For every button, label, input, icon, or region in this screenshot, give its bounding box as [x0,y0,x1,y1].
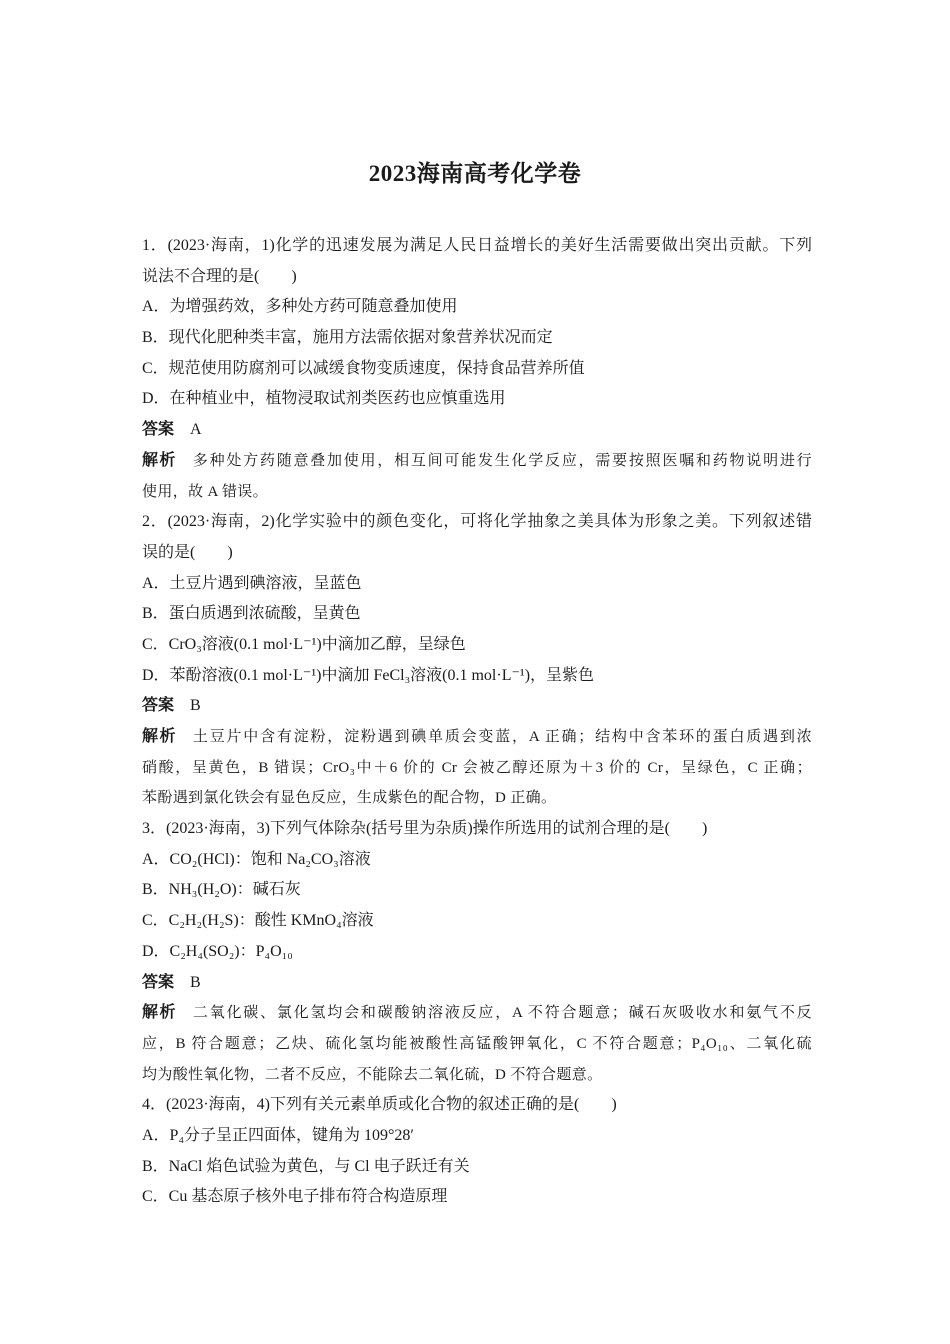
option-a: A．土豆片遇到碘溶液，呈蓝色 [142,574,362,592]
analysis-line: 使用，故 A 错误。 [142,483,269,500]
question-1 [142,231,812,507]
option-c: C．C₂H₂(H₂S)：酸性 KMnO₄溶液 [142,912,374,930]
analysis-label: 解析 [142,1004,177,1022]
answer-label: 答案 [142,697,175,715]
option-d: D．C₂H₄(SO₂)：P₄O₁₀ [142,942,293,960]
option-d: D．在种植业中，植物浸取试剂类医药也应慎重选用 [142,390,506,408]
answer-value: B [190,697,201,715]
analysis-label: 解析 [142,728,177,745]
option-a: A．为增强药效，多种处方药可随意叠加使用 [142,298,458,316]
analysis-line: 硝酸，呈黄色，B 错误；CrO₃中＋6 价的 Cr 会被乙醇还原为＋3 价的 Cr，呈绿色，C 正确； [142,759,812,776]
analysis-line: 苯酚遇到氯化铁会有显色反应，生成紫色的配合物，D 正确。 [142,790,557,807]
option-c: C．规范使用防腐剂可以减缓食物变质速度，保持食品营养所值 [142,359,585,377]
analysis-line [142,446,812,477]
page-title: 2023海南高考化学卷 [368,161,582,186]
question-list [142,231,812,1213]
answer-value: B [190,973,201,991]
analysis-line: 应，B 符合题意；乙炔、硫化氢均能被酸性高锰酸钾氧化，C 不符合题意；P₄O₁₀、二氧化硫 [142,1035,812,1052]
option-c: C．CrO₃溶液(0.1 mol·L⁻¹)中滴加乙醇，呈绿色 [142,635,466,653]
option-b: B．蛋白质遇到浓硫酸，呈黄色 [142,605,361,623]
answer-label: 答案 [142,421,175,439]
option-a: A．CO₂(HCl)：饱和 Na₂CO₃溶液 [142,850,371,868]
option-a: A．P₄分子呈正四面体，键角为 109°28′ [142,1126,414,1144]
answer-row [142,968,812,999]
analysis-label: 解析 [142,451,177,469]
answer-label: 答案 [142,973,175,991]
question-4 [142,1090,812,1213]
question-stem: 2．(2023·海南，2)化学实验中的颜色变化，可将化学抽象之美具体为形象之美。下列叙述错 [142,513,812,531]
option-d: D．苯酚溶液(0.1 mol·L⁻¹)中滴加 FeCl₃溶液(0.1 mol·L⁻¹)，呈紫色 [142,666,595,684]
question-3 [142,814,812,1090]
analysis-line [142,722,812,753]
answer-row [142,415,812,446]
answer-value: A [190,421,202,439]
analysis-text: 土豆片中含有淀粉，淀粉遇到碘单质会变蓝，A 正确；结构中含苯环的蛋白质遇到浓 [192,729,812,745]
option-c: C．Cu 基态原子核外电子排布符合构造原理 [142,1188,448,1206]
option-b: B．NH₃(H₂O)：碱石灰 [142,881,301,899]
question-stem-continued: 说法不合理的是( ) [142,267,297,285]
analysis-text: 二氧化碳、氯化氢均会和碳酸钠溶液反应，A 不符合题意；碱石灰吸收水和氨气不反 [192,1005,812,1022]
analysis-line: 均为酸性氧化物，二者不反应，不能除去二氧化硫，D 不符合题意。 [142,1066,603,1083]
question-2 [142,507,812,814]
answer-row [142,691,812,722]
question-stem: 3．(2023·海南，3)下列气体除杂(括号里为杂质)操作所选用的试剂合理的是( ) [142,820,708,838]
analysis-text: 多种处方药随意叠加使用，相互间可能发生化学反应，需要按照医嘱和药物说明进行 [192,452,812,469]
option-b: B．现代化肥种类丰富，施用方法需依据对象营养状况而定 [142,329,553,347]
question-stem-continued: 误的是( ) [142,543,233,561]
question-stem: 1．(2023·海南，1)化学的迅速发展为满足人民日益增长的美好生活需要做出突出贡献。下列 [142,237,812,254]
analysis-line [142,998,812,1029]
question-stem: 4．(2023·海南，4)下列有关元素单质或化合物的叙述正确的是( ) [142,1096,617,1114]
option-b: B．NaCl 焰色试验为黄色，与 Cl 电子跃迁有关 [142,1157,470,1175]
